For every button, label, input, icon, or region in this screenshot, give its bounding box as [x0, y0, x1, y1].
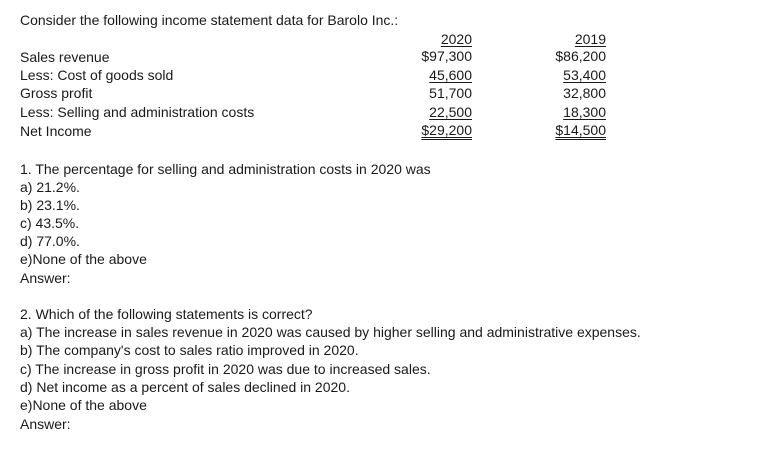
row-label-cost-of-goods-sold: Less: Cost of goods sold: [20, 67, 174, 83]
question-2-option-a: a) The increase in sales revenue in 2020 was caused by higher selling and administrative expenses.: [20, 324, 641, 340]
selling-admin-costs-2020: 22,500: [429, 104, 472, 120]
row-label-gross-profit: Gross profit: [20, 85, 93, 101]
question-1-text: 1. The percentage for selling and administration costs in 2020 was: [20, 161, 431, 177]
intro-text: Consider the following income statement data for Barolo Inc.:: [20, 12, 399, 28]
cost-of-goods-sold-2019: 53,400: [563, 67, 606, 83]
question-2-text: 2. Which of the following statements is correct?: [20, 306, 313, 322]
question-1-option-e: e)None of the above: [20, 251, 147, 267]
row-label-sales-revenue: Sales revenue: [20, 49, 110, 65]
cost-of-goods-sold-2020: 45,600: [429, 67, 472, 83]
question-1-option-a: a) 21.2%.: [20, 179, 80, 195]
year-header-2019: 2019: [574, 31, 606, 47]
year-header-2020: 2020: [440, 31, 472, 47]
gross-profit-2019: 32,800: [563, 85, 606, 101]
row-label-net-income: Net Income: [20, 123, 92, 139]
net-income-2020: $29,200: [421, 122, 472, 138]
net-income-2019: $14,500: [555, 122, 606, 138]
question-2-option-d: d) Net income as a percent of sales declined in 2020.: [20, 379, 350, 395]
question-2-option-e: e)None of the above: [20, 397, 147, 413]
selling-admin-costs-2019: 18,300: [563, 104, 606, 120]
row-label-selling-admin-costs: Less: Selling and administration costs: [20, 104, 255, 120]
question-2-option-c: c) The increase in gross profit in 2020 was due to increased sales.: [20, 361, 431, 377]
question-1-option-d: d) 77.0%.: [20, 233, 80, 249]
sales-revenue-2020: $97,300: [421, 48, 472, 64]
question-1-option-b: b) 23.1%.: [20, 197, 80, 213]
sales-revenue-2019: $86,200: [555, 48, 606, 64]
gross-profit-2020: 51,700: [429, 85, 472, 101]
question-2-option-b: b) The company's cost to sales ratio improved in 2020.: [20, 342, 359, 358]
question-1-option-c: c) 43.5%.: [20, 215, 80, 231]
question-1-answer-label: Answer:: [20, 270, 71, 286]
question-2-answer-label: Answer:: [20, 416, 71, 432]
